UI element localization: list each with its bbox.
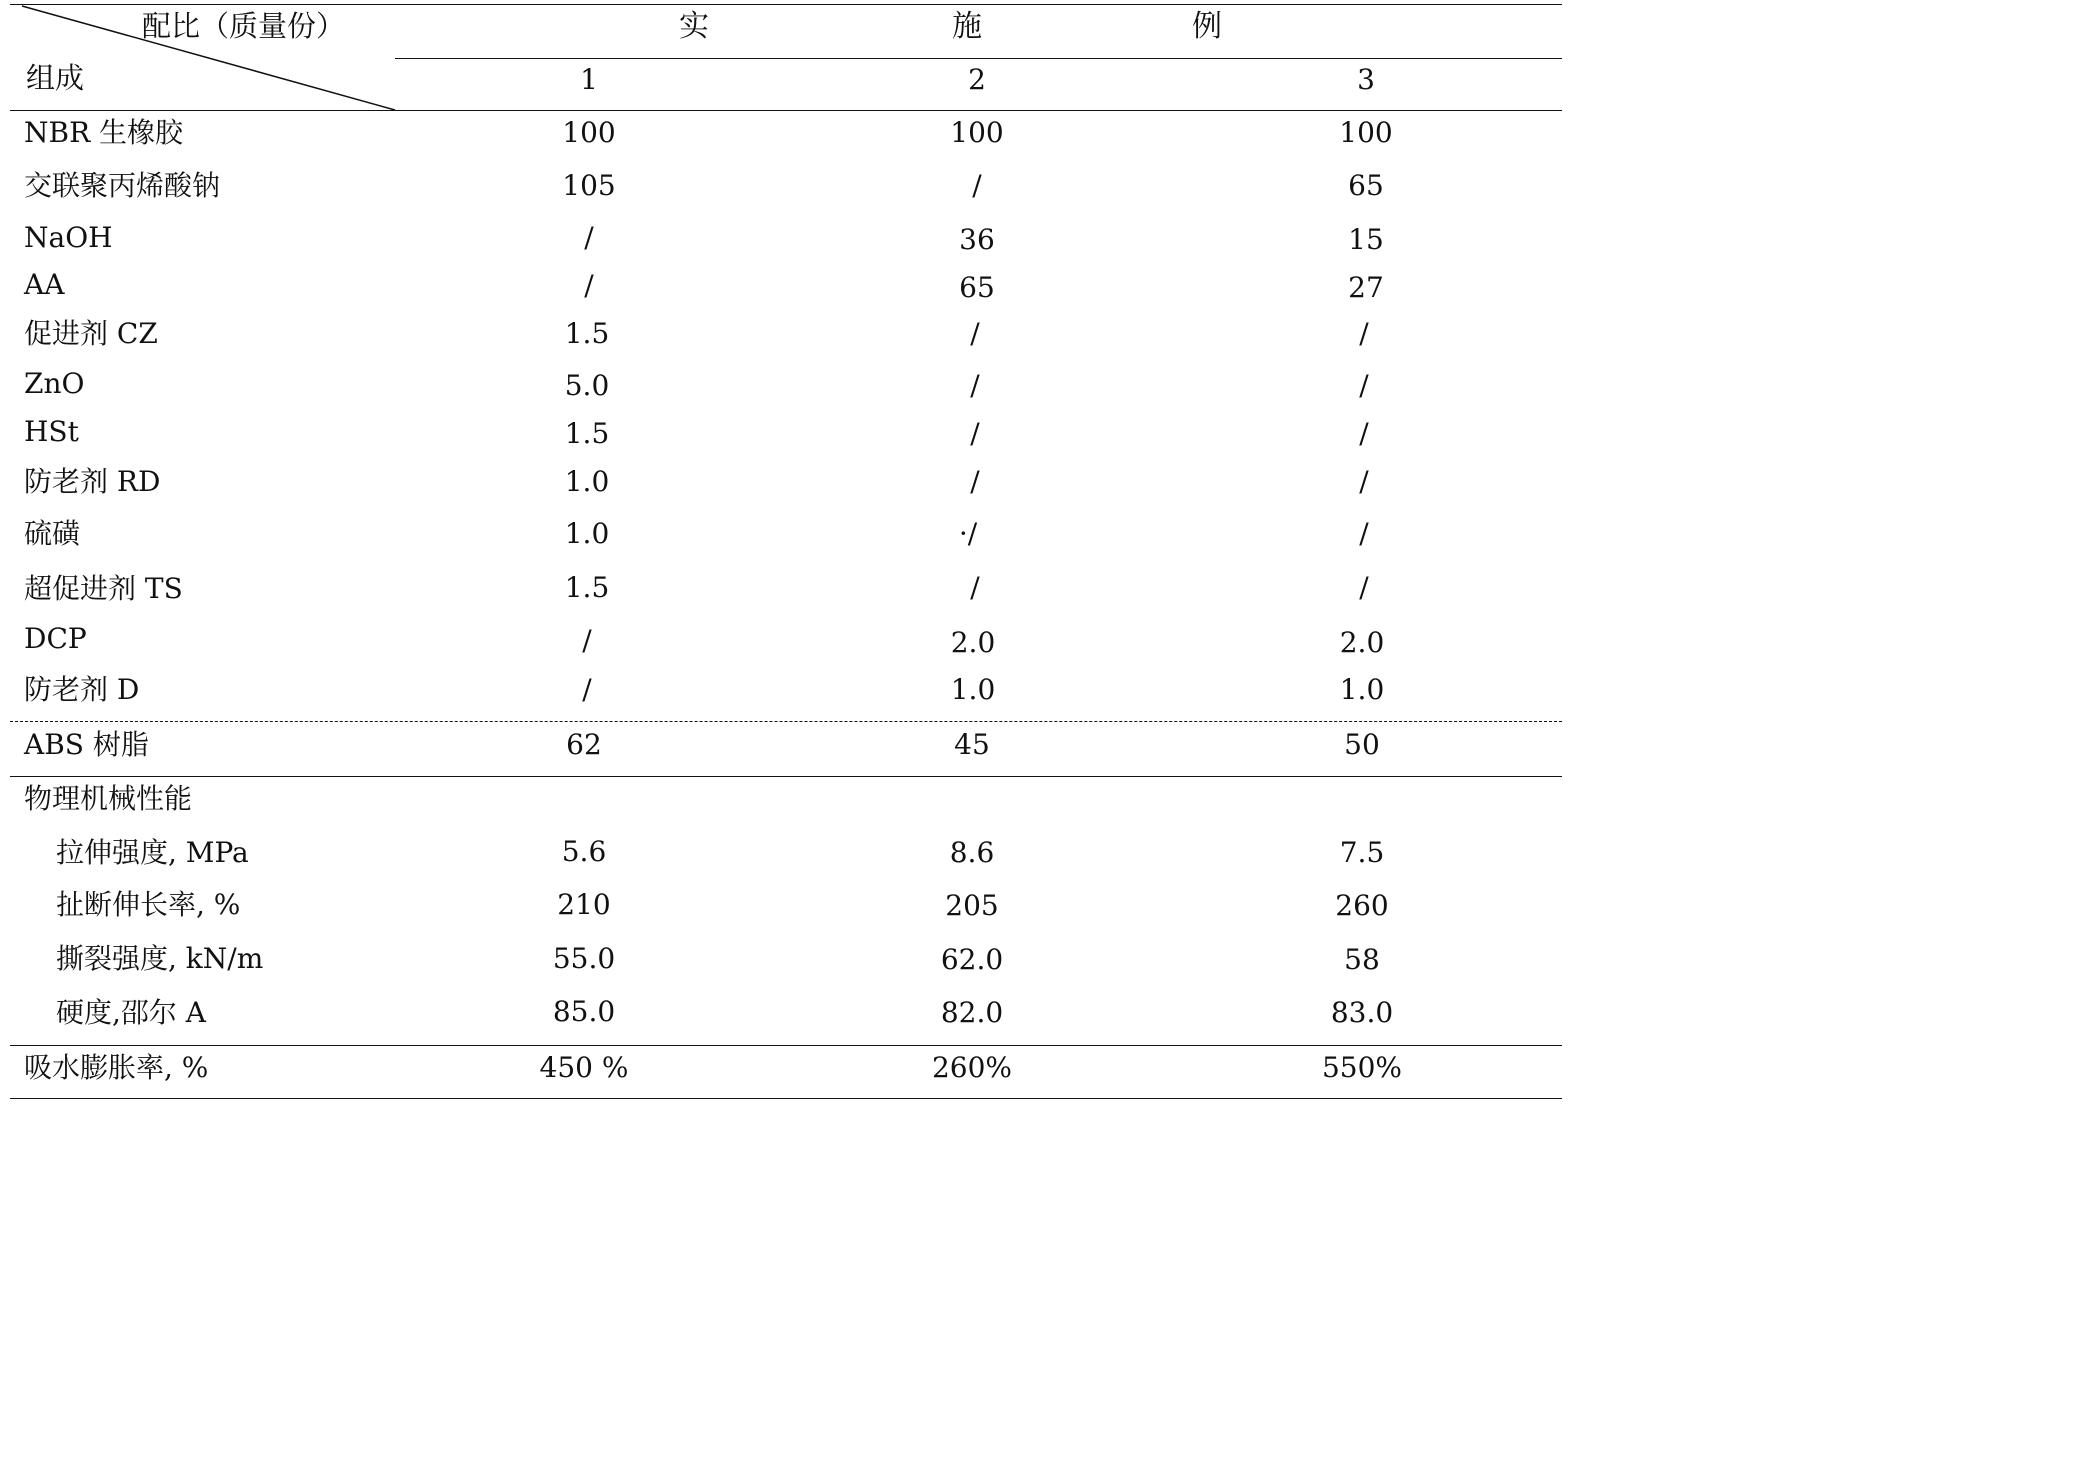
row-value: / [1359, 465, 1369, 498]
row-label-naoh: NaOH [24, 221, 113, 254]
ratio-header-label: 配比（质量份） [142, 9, 346, 43]
row-value: / [1359, 417, 1369, 450]
row-value: 100 [950, 116, 1004, 149]
row-value: / [970, 369, 980, 402]
row-label-tensile-strength: 拉伸强度, MPa [56, 836, 249, 869]
section-label-physical-properties: 物理机械性能 [24, 782, 193, 815]
row-label-zno: ZnO [24, 367, 85, 400]
row-value: 5.0 [564, 369, 610, 402]
row-value: / [1359, 517, 1369, 550]
row-value: 100 [562, 116, 616, 149]
row-value: / [1359, 369, 1369, 402]
row-value: 58 [1344, 943, 1380, 976]
abs-bottom-rule [10, 776, 1562, 777]
row-value: / [582, 624, 592, 657]
row-value: 1.0 [564, 517, 610, 550]
row-value: 1.5 [564, 571, 610, 604]
row-value: 27 [1348, 271, 1384, 304]
row-value: 1.0 [1339, 673, 1385, 706]
row-value: 62 [566, 728, 602, 761]
row-value: 260% [931, 1051, 1013, 1084]
row-label-aa: AA [24, 268, 65, 301]
row-value: 50 [1344, 728, 1380, 761]
example-number-3: 3 [1357, 63, 1375, 96]
row-value: 15 [1348, 223, 1384, 256]
row-value: 2.0 [950, 626, 996, 659]
row-value: / [972, 169, 982, 202]
table-bottom-rule [10, 1098, 1562, 1099]
dashed-separator [10, 721, 1562, 722]
row-value: 65 [959, 271, 995, 304]
row-label-sulfur: 硫磺 [24, 517, 81, 550]
row-label-tear-strength: 撕裂强度, kN/m [56, 942, 264, 975]
row-value: 7.5 [1339, 836, 1385, 869]
properties-bottom-rule [10, 1045, 1562, 1046]
row-value: / [584, 269, 594, 302]
row-value: 260 [1335, 889, 1389, 922]
row-value: 5.6 [561, 835, 607, 868]
row-value: / [1359, 317, 1369, 350]
examples-header-char-1: 实 [679, 9, 709, 44]
row-label-abs-resin: ABS 树脂 [24, 728, 149, 761]
example-number-2: 2 [968, 63, 986, 96]
row-value: 83.0 [1330, 996, 1394, 1029]
row-label-sodium-polyacrylate: 交联聚丙烯酸钠 [24, 169, 221, 202]
examples-header-char-3: 例 [1192, 9, 1222, 44]
row-value: 85.0 [552, 995, 616, 1028]
row-value: ·/ [958, 517, 978, 550]
row-value: 1.0 [950, 673, 996, 706]
row-value: 65 [1348, 169, 1384, 202]
row-value: 55.0 [552, 942, 616, 975]
row-value: 36 [959, 223, 995, 256]
row-value: 105 [562, 169, 616, 202]
row-value: 2.0 [1339, 626, 1385, 659]
row-label-antioxidant-rd: 防老剂 RD [24, 465, 161, 498]
row-value: 450 % [539, 1051, 629, 1084]
row-value: 62.0 [940, 943, 1004, 976]
row-value: 100 [1339, 116, 1393, 149]
row-label-nbr: NBR 生橡胶 [24, 116, 184, 149]
row-value: 8.6 [949, 836, 995, 869]
row-value: / [1359, 571, 1369, 604]
row-value: / [970, 465, 980, 498]
row-value: 45 [954, 728, 990, 761]
row-value: / [970, 317, 980, 350]
example-number-1: 1 [580, 63, 598, 96]
row-value: / [582, 673, 592, 706]
row-value: 550% [1321, 1051, 1403, 1084]
row-label-water-swelling: 吸水膨胀率, % [24, 1051, 209, 1084]
composition-header-label: 组成 [26, 61, 85, 95]
row-label-accelerator-cz: 促进剂 CZ [24, 317, 158, 350]
row-value: / [970, 417, 980, 450]
row-value: 1.5 [564, 417, 610, 450]
row-label-hardness-shore-a: 硬度,邵尔 A [56, 996, 207, 1029]
examples-header-char-2: 施 [952, 9, 982, 44]
row-value: 82.0 [940, 996, 1004, 1029]
row-label-elongation-at-break: 扯断伸长率, % [56, 888, 241, 921]
row-label-super-accelerator-ts: 超促进剂 TS [24, 572, 183, 605]
row-label-antioxidant-d: 防老剂 D [24, 673, 140, 706]
row-value: / [970, 571, 980, 604]
row-label-hst: HSt [24, 415, 79, 448]
row-value: / [584, 221, 594, 254]
row-value: 210 [557, 888, 611, 921]
row-value: 1.5 [564, 317, 610, 350]
row-value: 1.0 [564, 465, 610, 498]
row-label-dcp: DCP [24, 622, 87, 655]
row-value: 205 [945, 889, 999, 922]
